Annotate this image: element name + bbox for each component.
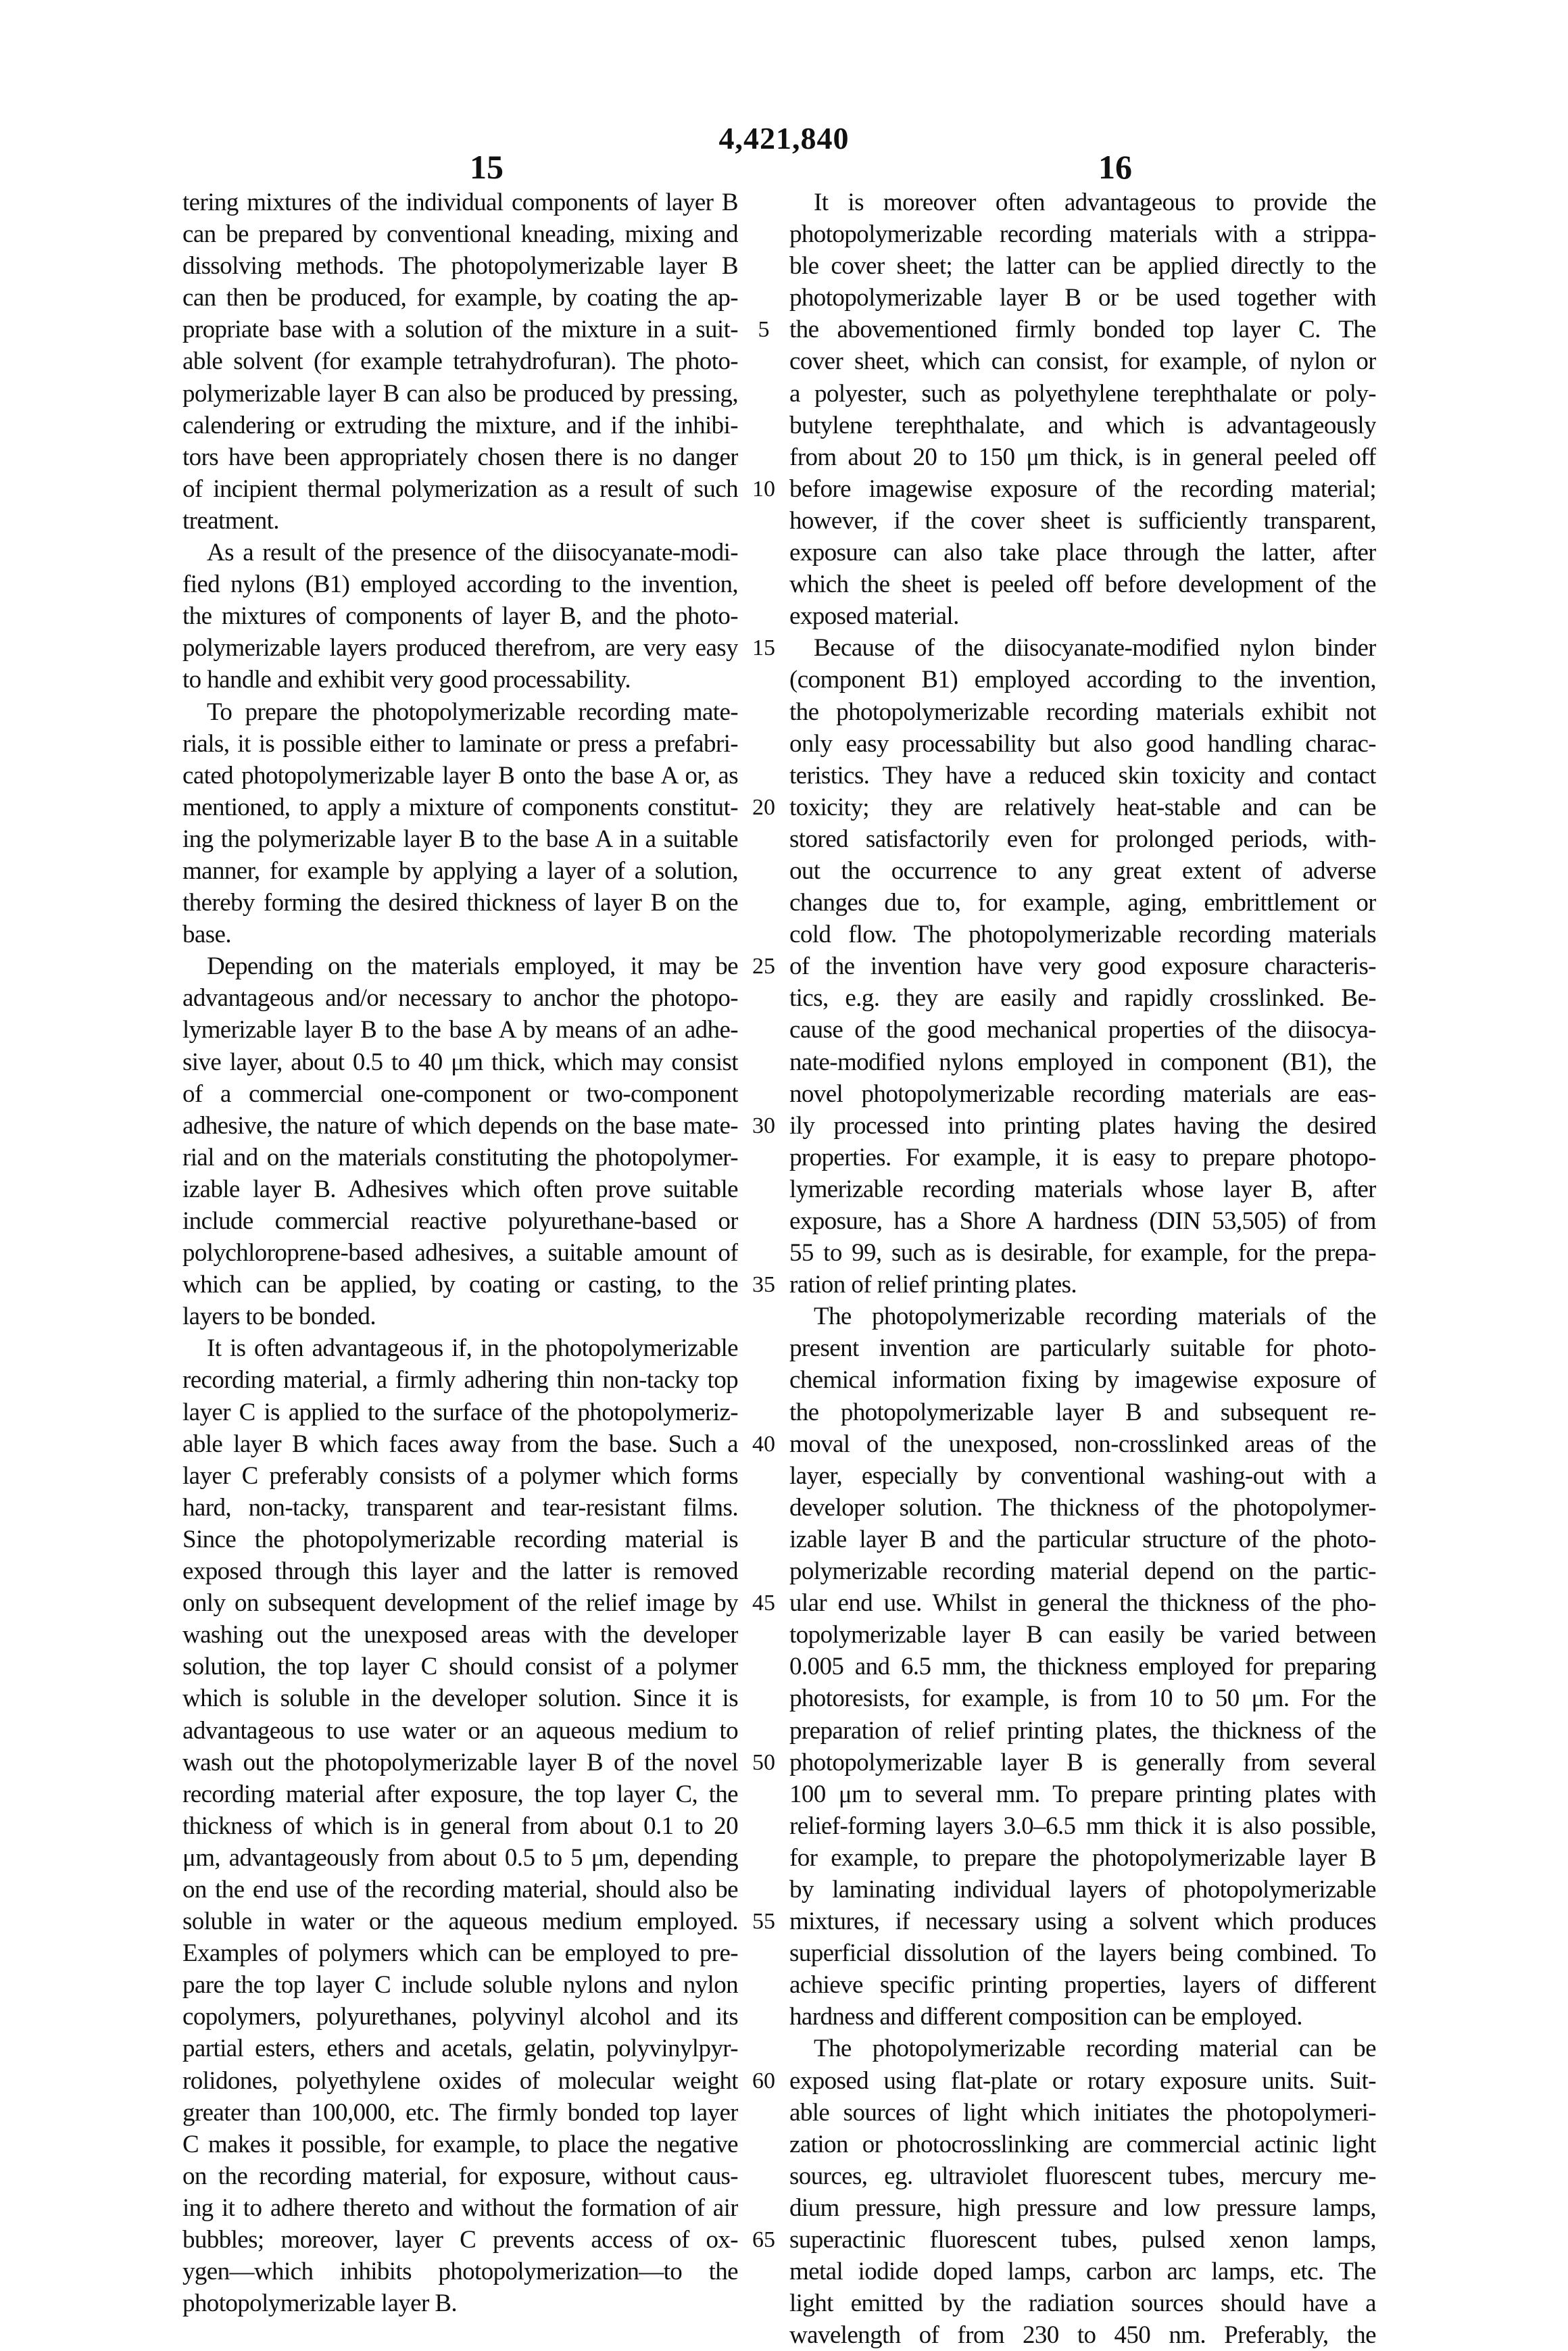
text-line: achieve specific printing properties, layers of different: [789, 1971, 1376, 1999]
text-line: calendering or extruding the mixture, and if the inhibi-: [182, 411, 738, 439]
line-number: 60: [752, 2068, 775, 2093]
text-line: for example, to prepare the photopolymerizable layer B: [789, 1843, 1376, 1872]
text-line: before imagewise exposure of the recording material;: [789, 475, 1376, 503]
text-line: on the end use of the recording material, should also be: [182, 1875, 738, 1904]
text-line: stored satisfactorily even for prolonged periods, with-: [789, 825, 1376, 853]
text-line: ing the polymerizable layer B to the base A in a suitable: [182, 825, 738, 853]
text-line: exposed through this layer and the latter is removed: [182, 1557, 738, 1586]
text-line: topolymerizable layer B can easily be varied between: [789, 1621, 1376, 1649]
text-line: zation or photocrosslinking are commercial actinic light: [789, 2130, 1376, 2158]
text-line: washing out the unexposed areas with the developer: [182, 1621, 738, 1649]
text-line: a polyester, such as polyethylene terephthalate or poly-: [789, 379, 1376, 408]
text-line: tors have been appropriately chosen there is no danger: [182, 443, 738, 471]
text-line: photopolymerizable layer B is generally from several: [789, 1748, 1376, 1776]
text-line: thickness of which is in general from about 0.1 to 20: [182, 1812, 738, 1840]
text-line: izable layer B and the particular structure of the photo-: [789, 1525, 1376, 1553]
text-line: photopolymerizable layer B.: [182, 2289, 458, 2318]
text-line: which the sheet is peeled off before development of the: [789, 571, 1376, 599]
text-line: copolymers, polyurethanes, polyvinyl alcohol and its: [182, 2003, 738, 2031]
text-line: advantageous to use water or an aqueous medium to: [182, 1716, 738, 1745]
text-line: rial and on the materials constituting the photopolymer-: [182, 1143, 738, 1171]
text-line: photopolymerizable recording materials with a strippa-: [789, 220, 1376, 249]
text-line: Depending on the materials employed, it may be: [207, 952, 738, 981]
text-line: recording material after exposure, the top layer C, the: [182, 1780, 738, 1808]
text-line: present invention are particularly suitable for photo-: [789, 1334, 1376, 1363]
text-line: layer C is applied to the surface of the photopolymeriz-: [182, 1398, 738, 1426]
text-line: changes due to, for example, aging, embrittlement or: [789, 889, 1376, 917]
text-line: 55 to 99, such as is desirable, for example, for the prepa-: [789, 1239, 1376, 1267]
text-line: wavelength of from 230 to 450 nm. Preferably, the: [789, 2321, 1376, 2350]
text-line: tering mixtures of the individual components of layer B: [182, 189, 738, 216]
text-line: izable layer B. Adhesives which often prove suitable: [182, 1175, 738, 1203]
line-number: 65: [752, 2227, 775, 2253]
text-line: of incipient thermal polymerization as a result of such: [182, 475, 738, 503]
patent-number: 4,421,840: [718, 121, 850, 155]
text-line: able solvent (for example tetrahydrofuran). The photo-: [182, 347, 738, 376]
text-line: ing it to adhere thereto and without the formation of air: [182, 2194, 738, 2222]
text-line: treatment.: [182, 506, 279, 535]
text-line: able layer B which faces away from the base. Such a: [182, 1430, 738, 1458]
text-line: superficial dissolution of the layers being combined. To: [789, 1939, 1376, 1968]
text-line: light emitted by the radiation sources should have a: [789, 2289, 1376, 2318]
text-line: The photopolymerizable recording materials of the: [814, 1303, 1376, 1331]
text-line: of the invention have very good exposure characteris-: [789, 952, 1376, 981]
line-number: 55: [752, 1909, 775, 1935]
text-line: cold flow. The photopolymerizable recording materials: [789, 921, 1376, 949]
column-number-right: 16: [1098, 148, 1132, 186]
text-line: partial esters, ethers and acetals, gelatin, polyvinylpyr-: [182, 2035, 738, 2063]
text-line: ular end use. Whilst in general the thickness of the pho-: [789, 1589, 1376, 1618]
text-line: manner, for example by applying a layer of a solution,: [182, 856, 738, 885]
text-line: able sources of light which initiates the photopolymeri-: [789, 2098, 1376, 2127]
text-line: greater than 100,000, etc. The firmly bonded top layer: [182, 2098, 738, 2127]
line-number: 30: [752, 1113, 775, 1138]
text-line: exposure can also take place through the latter, after: [789, 539, 1376, 567]
text-line: the abovementioned firmly bonded top layer C. The: [789, 316, 1376, 344]
text-line: which is soluble in the developer solution. Since it is: [182, 1685, 738, 1713]
text-line: Because of the diisocyanate-modified nylon binder: [814, 634, 1376, 662]
text-line: hardness and different composition can be employed.: [789, 2003, 1302, 2031]
text-line: only easy processability but also good handling charac-: [789, 729, 1376, 758]
column-number-left: 15: [470, 148, 504, 186]
text-line: from about 20 to 150 μm thick, is in general peeled off: [789, 443, 1376, 471]
text-line: can be prepared by conventional kneading, mixing and: [182, 220, 738, 249]
line-number: 45: [752, 1591, 775, 1616]
text-line: bubbles; moreover, layer C prevents access of ox-: [182, 2226, 738, 2254]
text-line: superactinic fluorescent tubes, pulsed xenon lamps,: [789, 2226, 1376, 2254]
text-line: Since the photopolymerizable recording material is: [182, 1525, 738, 1553]
text-line: base.: [182, 921, 231, 949]
text-line: the photopolymerizable recording materials exhibit not: [789, 698, 1376, 726]
text-line: of a commercial one-component or two-component: [182, 1080, 738, 1108]
text-line: however, if the cover sheet is sufficiently transparent,: [789, 506, 1376, 535]
text-line: on the recording material, for exposure, without caus-: [182, 2162, 738, 2190]
text-line: photoresists, for example, is from 10 to 50 μm. For the: [789, 1685, 1376, 1713]
text-line: It is moreover often advantageous to provide the: [814, 189, 1376, 216]
text-line: ygen—which inhibits photopolymerization—to the: [182, 2258, 738, 2286]
text-line: ily processed into printing plates having the desired: [789, 1111, 1376, 1140]
text-line: only on subsequent development of the relief image by: [182, 1589, 738, 1618]
text-line: tics, e.g. they are easily and rapidly crosslinked. Be-: [789, 984, 1376, 1013]
text-line: nate-modified nylons employed in component (B1), the: [789, 1048, 1376, 1076]
text-line: layers to be bonded.: [182, 1303, 376, 1331]
text-line: propriate base with a solution of the mixture in a suit-: [182, 316, 738, 344]
line-number: 40: [752, 1431, 775, 1457]
line-number: 25: [752, 954, 775, 979]
text-line: which can be applied, by coating or casting, to the: [182, 1271, 738, 1299]
text-line: out the occurrence to any great extent of adverse: [789, 856, 1376, 885]
text-line: butylene terephthalate, and which is advantageously: [789, 411, 1376, 439]
text-line: wash out the photopolymerizable layer B of the novel: [182, 1748, 738, 1776]
text-line: adhesive, the nature of which depends on the base mate-: [182, 1111, 738, 1140]
text-line: can then be produced, for example, by coating the ap-: [182, 284, 738, 312]
text-line: fied nylons (B1) employed according to the invention,: [182, 571, 738, 599]
line-number: 10: [752, 476, 775, 502]
text-line: It is often advantageous if, in the photopolymerizable: [207, 1334, 738, 1363]
text-line: advantageous and/or necessary to anchor the photopo-: [182, 984, 738, 1013]
text-line: mixtures, if necessary using a solvent which produces: [789, 1908, 1376, 1936]
text-line: teristics. They have a reduced skin toxicity and contact: [789, 761, 1376, 790]
text-line: rials, it is possible either to laminate or press a prefabri-: [182, 729, 738, 758]
text-line: polymerizable layers produced therefrom, are very easy: [182, 634, 738, 662]
text-line: developer solution. The thickness of the photopolymer-: [789, 1493, 1376, 1522]
text-line: thereby forming the desired thickness of layer B on the: [182, 889, 738, 917]
text-line: polymerizable layer B can also be produced by pressing,: [182, 379, 738, 408]
text-line: soluble in water or the aqueous medium employed.: [182, 1908, 738, 1936]
text-line: dissolving methods. The photopolymerizable layer B: [182, 252, 738, 281]
text-line: cause of the good mechanical properties of the diisocya-: [789, 1016, 1376, 1044]
text-line: solution, the top layer C should consist of a polymer: [182, 1653, 738, 1681]
text-line: the mixtures of components of layer B, and the photo-: [182, 602, 738, 631]
text-line: chemical information fixing by imagewise exposure of: [789, 1366, 1376, 1395]
text-line: relief-forming layers 3.0–6.5 mm thick it is also possible,: [789, 1812, 1376, 1840]
text-line: 0.005 and 6.5 mm, the thickness employed for preparing: [789, 1653, 1376, 1681]
text-line: polychloroprene-based adhesives, a suitable amount of: [182, 1239, 738, 1267]
text-line: dium pressure, high pressure and low pressure lamps,: [789, 2194, 1376, 2222]
text-line: include commercial reactive polyurethane-based or: [182, 1207, 738, 1235]
text-line: rolidones, polyethylene oxides of molecular weight: [182, 2066, 738, 2095]
text-line: mentioned, to apply a mixture of components constitut-: [182, 793, 738, 821]
text-line: properties. For example, it is easy to prepare photopo-: [789, 1143, 1376, 1171]
text-line: layer, especially by conventional washing-out with a: [789, 1461, 1376, 1490]
text-line: μm, advantageously from about 0.5 to 5 μm, depending: [182, 1843, 738, 1872]
text-line: metal iodide doped lamps, carbon arc lamps, etc. The: [789, 2258, 1376, 2286]
text-line: sources, eg. ultraviolet fluorescent tubes, mercury me-: [789, 2162, 1376, 2190]
text-line: sive layer, about 0.5 to 40 μm thick, which may consist: [182, 1048, 738, 1076]
text-line: cover sheet, which can consist, for example, of nylon or: [789, 347, 1376, 376]
text-line: exposed using flat-plate or rotary exposure units. Suit-: [789, 2066, 1376, 2095]
text-line: photopolymerizable layer B or be used together with: [789, 284, 1376, 312]
text-line: The photopolymerizable recording material can be: [814, 2035, 1376, 2063]
text-line: toxicity; they are relatively heat-stable and can be: [789, 793, 1376, 821]
text-line: exposed material.: [789, 602, 959, 631]
right-column: [789, 187, 1376, 2351]
text-line: polymerizable recording material depend on the partic-: [789, 1557, 1376, 1586]
text-line: ration of relief printing plates.: [789, 1271, 1077, 1299]
text-line: moval of the unexposed, non-crosslinked areas of the: [789, 1430, 1376, 1458]
line-number: 15: [752, 635, 775, 661]
text-line: recording material, a firmly adhering thin non-tacky top: [182, 1366, 738, 1395]
text-line: hard, non-tacky, transparent and tear-resistant films.: [182, 1493, 738, 1522]
text-line: preparation of relief printing plates, the thickness of the: [789, 1716, 1376, 1745]
text-line: C makes it possible, for example, to place the negative: [182, 2130, 738, 2158]
text-line: lymerizable recording materials whose layer B, after: [789, 1175, 1376, 1203]
text-line: to handle and exhibit very good processability.: [182, 666, 631, 694]
text-line: As a result of the presence of the diisocyanate-modi-: [207, 539, 738, 567]
text-line: lymerizable layer B to the base A by means of an adhe-: [182, 1016, 738, 1044]
text-line: pare the top layer C include soluble nylons and nylon: [182, 1971, 738, 1999]
text-line: Examples of polymers which can be employed to pre-: [182, 1939, 738, 1968]
text-line: To prepare the photopolymerizable recording mate-: [207, 698, 738, 726]
text-line: 100 μm to several mm. To prepare printing plates with: [789, 1780, 1376, 1808]
text-line: (component B1) employed according to the invention,: [789, 666, 1376, 694]
line-number: 20: [752, 794, 775, 820]
left-column: [182, 187, 738, 2319]
line-number: 50: [752, 1749, 775, 1775]
text-line: layer C preferably consists of a polymer which forms: [182, 1461, 738, 1490]
text-line: cated photopolymerizable layer B onto the base A or, as: [182, 761, 738, 790]
text-line: novel photopolymerizable recording materials are eas-: [789, 1080, 1376, 1108]
line-number: 5: [758, 317, 770, 343]
text-line: by laminating individual layers of photopolymerizable: [789, 1875, 1376, 1904]
text-line: the photopolymerizable layer B and subsequent re-: [789, 1398, 1376, 1426]
text-line: exposure, has a Shore A hardness (DIN 53,505) of from: [789, 1207, 1376, 1235]
text-line: ble cover sheet; the latter can be applied directly to the: [789, 252, 1376, 281]
line-number: 35: [752, 1272, 775, 1298]
